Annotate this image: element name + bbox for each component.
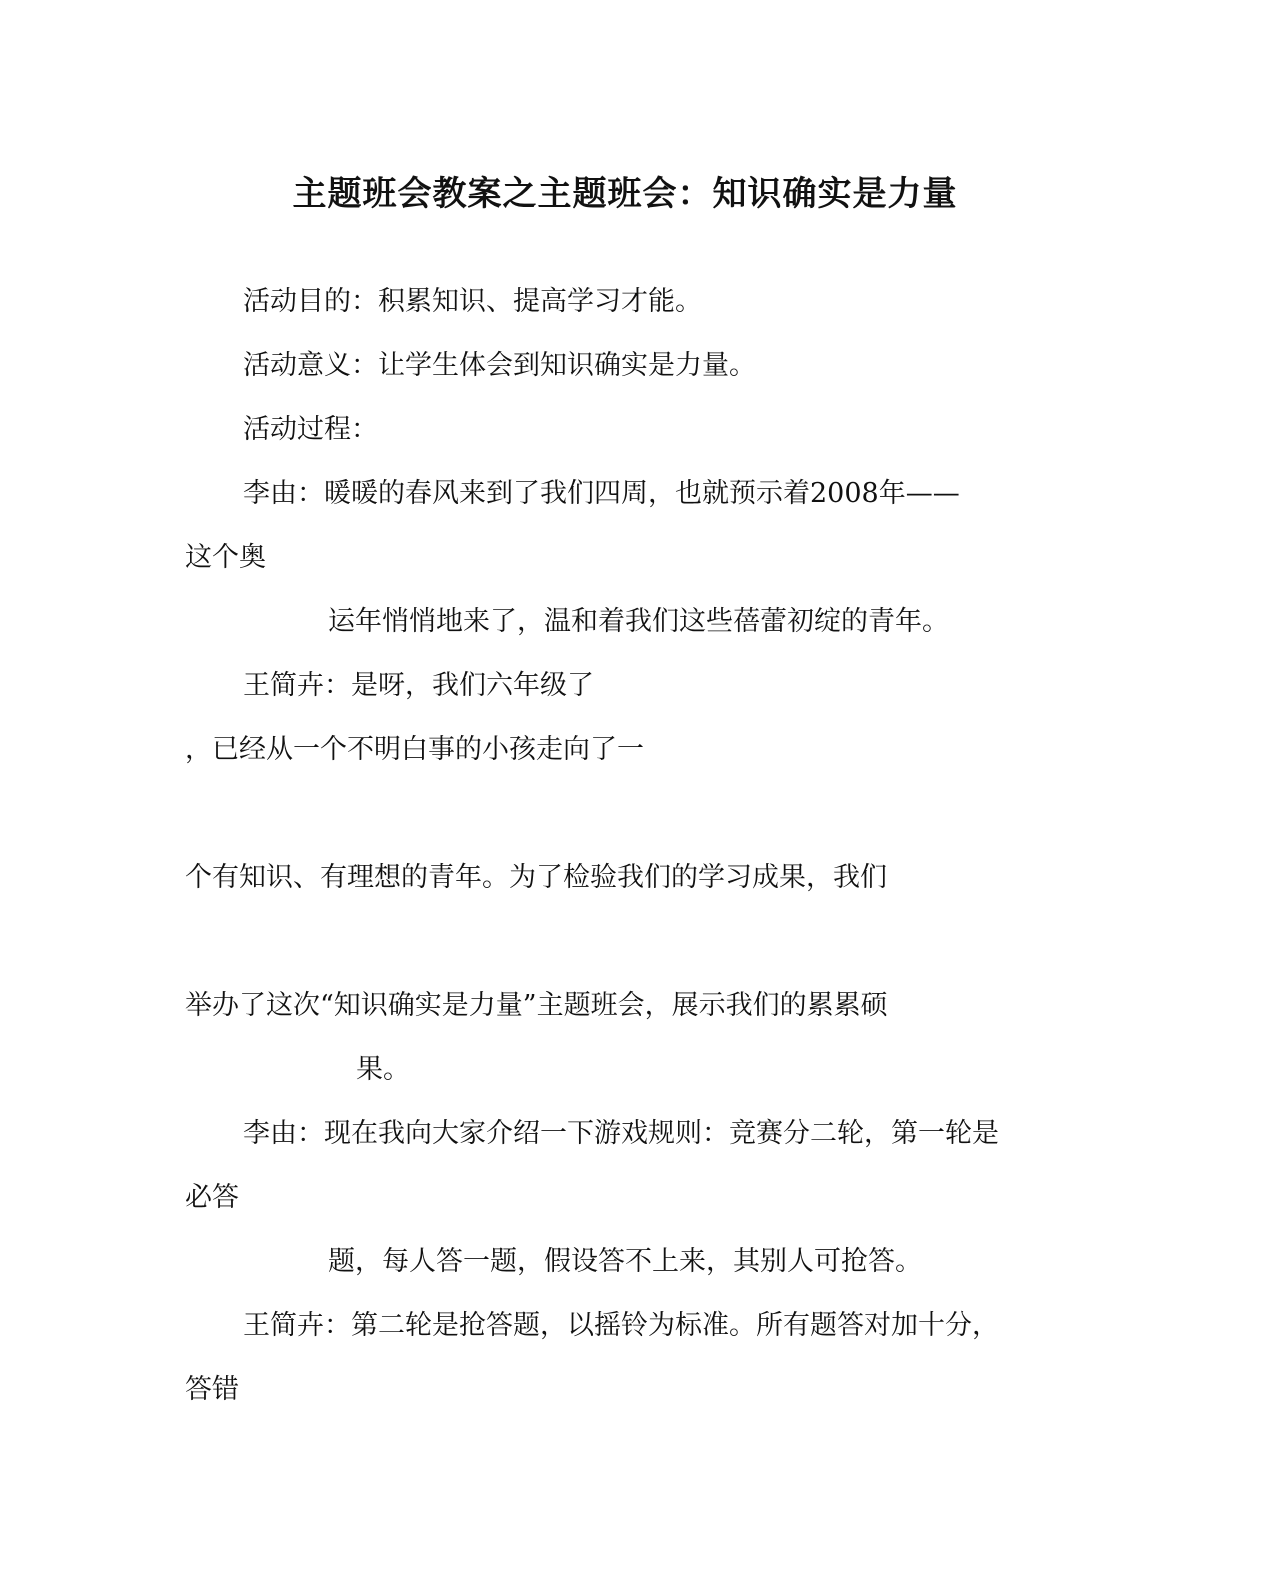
paragraph-line: 活动意义：让学生体会到知识确实是力量。	[243, 350, 756, 381]
paragraph-line: 活动过程：	[243, 414, 378, 445]
paragraph-line: ，已经从一个不明白事的小孩走向了一	[185, 734, 644, 765]
paragraph-line: 答错	[185, 1374, 239, 1405]
paragraph-line: 果。	[356, 1054, 410, 1085]
paragraph-line: 王简卉：是呀，我们六年级了	[243, 670, 594, 701]
paragraph-line: 必答	[185, 1182, 239, 1213]
paragraph-line: 李由：暖暖的春风来到了我们四周，也就预示着2008年——	[243, 478, 960, 509]
paragraph-line: 举办了这次“知识确实是力量”主题班会，展示我们的累累硕	[185, 990, 888, 1021]
paragraph-line: 个有知识、有理想的青年。为了检验我们的学习成果，我们	[185, 862, 887, 893]
paragraph-line: 这个奥	[185, 542, 266, 573]
paragraph-line: 李由：现在我向大家介绍一下游戏规则：竞赛分二轮，第一轮是	[243, 1118, 999, 1149]
paragraph-line: 活动目的：积累知识、提高学习才能。	[243, 286, 702, 317]
paragraph-line: 运年悄悄地来了，温和着我们这些蓓蕾初绽的青年。	[328, 606, 949, 637]
paragraph-line: 题，每人答一题，假设答不上来，其别人可抢答。	[328, 1246, 922, 1277]
document-title: 主题班会教案之主题班会：知识确实是力量	[292, 174, 958, 214]
paragraph-line: 王简卉：第二轮是抢答题，以摇铃为标准。所有题答对加十分，	[243, 1310, 999, 1341]
